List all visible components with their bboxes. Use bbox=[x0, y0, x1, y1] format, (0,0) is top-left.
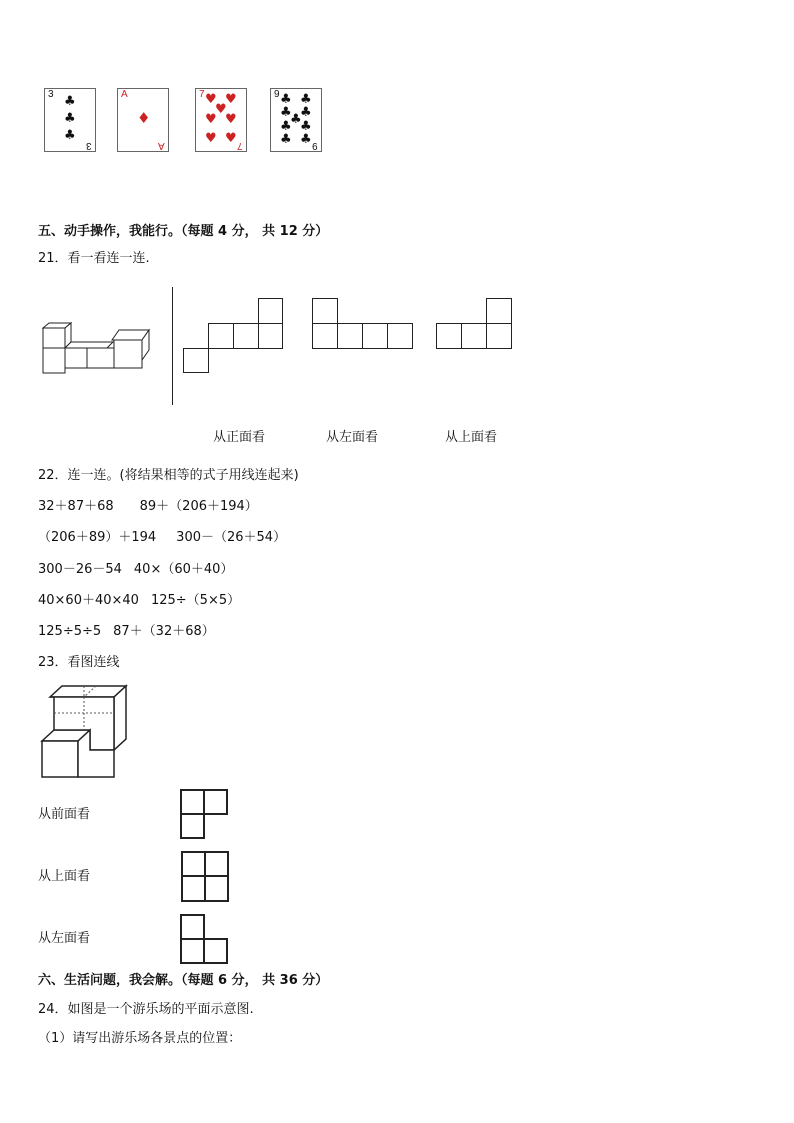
grid-square bbox=[486, 323, 512, 349]
grid-square bbox=[203, 789, 228, 815]
grid-square bbox=[180, 938, 205, 964]
club-icon: ♣ bbox=[280, 132, 292, 147]
q21-label-left: 从左面看 bbox=[326, 430, 379, 445]
card-rank: 9 bbox=[312, 140, 318, 151]
club-icon: ♣ bbox=[280, 105, 292, 120]
playing-card-a-diamonds bbox=[117, 88, 169, 152]
heart-icon: ♥ bbox=[205, 112, 217, 127]
q22-right-expression: 125÷（5×5） bbox=[150, 593, 241, 608]
q22-row-1 bbox=[38, 499, 258, 515]
q22-right-expression: 87＋（32＋68） bbox=[113, 624, 215, 639]
club-icon: ♣ bbox=[280, 92, 292, 107]
q21-label-top: 从上面看 bbox=[445, 430, 498, 445]
grid-square bbox=[183, 348, 209, 373]
section6-title: 六、生活问题，我会解。（每题 6 分， 共 36 分） bbox=[38, 973, 329, 988]
q23-label-top: 从上面看 bbox=[38, 869, 91, 884]
grid-square bbox=[203, 938, 228, 964]
grid-square bbox=[180, 813, 205, 839]
q22-row-2 bbox=[38, 530, 286, 546]
grid-square bbox=[233, 323, 259, 349]
club-icon: ♣ bbox=[64, 111, 76, 126]
grid-square bbox=[204, 851, 229, 877]
q24-sub-question-1: （1）请写出游乐场各景点的位置： bbox=[38, 1031, 242, 1046]
playing-card-3-clubs bbox=[44, 88, 96, 152]
q23-cube-figure bbox=[38, 683, 130, 779]
club-icon: ♣ bbox=[280, 119, 292, 134]
grid-square bbox=[312, 298, 338, 324]
grid-square bbox=[486, 298, 512, 324]
q23-label-left: 从左面看 bbox=[38, 931, 91, 946]
heart-icon: ♥ bbox=[225, 112, 237, 127]
q22-right-expression: 40×（60＋40） bbox=[133, 562, 234, 577]
q23-label-front: 从前面看 bbox=[38, 807, 91, 822]
heart-icon: ♥ bbox=[205, 131, 217, 146]
section5-title: 五、动手操作，我能行。（每题 4 分， 共 12 分） bbox=[38, 224, 329, 239]
club-icon: ♣ bbox=[290, 112, 302, 127]
q24-title: 24．如图是一个游乐场的平面示意图. bbox=[38, 1002, 254, 1017]
card-rank: 7 bbox=[199, 89, 205, 100]
grid-square bbox=[181, 851, 206, 877]
grid-square bbox=[181, 875, 206, 902]
heart-icon: ♥ bbox=[225, 92, 237, 107]
diamond-icon: ♦ bbox=[137, 109, 151, 127]
q22-left-expression: 125÷5÷5 bbox=[38, 624, 102, 639]
q21-title: 21．看一看连一连. bbox=[38, 251, 150, 266]
q22-left-expression: （206＋89）＋194 bbox=[38, 530, 157, 545]
q22-left-expression: 300－26－54 bbox=[38, 562, 122, 577]
q23-title: 23．看图连线 bbox=[38, 655, 120, 670]
card-rank: 3 bbox=[48, 89, 54, 100]
club-icon: ♣ bbox=[64, 94, 76, 109]
playing-card-7-hearts bbox=[195, 88, 247, 152]
heart-icon: ♥ bbox=[205, 92, 217, 107]
q21-divider bbox=[172, 287, 173, 405]
grid-square bbox=[258, 323, 283, 349]
grid-square bbox=[180, 789, 205, 815]
club-icon: ♣ bbox=[300, 105, 312, 120]
grid-square bbox=[208, 323, 234, 349]
grid-square bbox=[362, 323, 388, 349]
q22-left-expression: 40×60＋40×40 bbox=[38, 593, 139, 608]
grid-square bbox=[258, 298, 283, 324]
card-rank: A bbox=[121, 89, 128, 100]
q22-right-expression: 89＋（206＋194） bbox=[139, 499, 258, 514]
q21-cube-figure bbox=[40, 322, 155, 377]
q21-label-front: 从正面看 bbox=[213, 430, 266, 445]
grid-square bbox=[436, 323, 462, 349]
q22-right-expression: 300－（26＋54） bbox=[176, 530, 287, 545]
grid-square bbox=[461, 323, 487, 349]
card-rank: 9 bbox=[274, 89, 280, 100]
playing-card-9-clubs bbox=[270, 88, 322, 152]
grid-square bbox=[312, 323, 338, 349]
heart-icon: ♥ bbox=[225, 131, 237, 146]
club-icon: ♣ bbox=[300, 92, 312, 107]
grid-square bbox=[180, 914, 205, 940]
q22-row-3 bbox=[38, 562, 233, 578]
grid-square bbox=[337, 323, 363, 349]
grid-square bbox=[204, 875, 229, 902]
card-rank: 7 bbox=[237, 140, 243, 151]
heart-icon: ♥ bbox=[215, 102, 227, 117]
card-rank: A bbox=[158, 140, 165, 151]
q22-row-4 bbox=[38, 593, 240, 609]
q22-title: 22．连一连。(将结果相等的式子用线连起来) bbox=[38, 468, 299, 483]
grid-square bbox=[387, 323, 413, 349]
q22-row-5 bbox=[38, 624, 215, 640]
q22-left-expression: 32＋87＋68 bbox=[38, 499, 114, 514]
club-icon: ♣ bbox=[300, 119, 312, 134]
club-icon: ♣ bbox=[300, 132, 312, 147]
club-icon: ♣ bbox=[64, 128, 76, 143]
card-rank: 3 bbox=[86, 140, 92, 151]
